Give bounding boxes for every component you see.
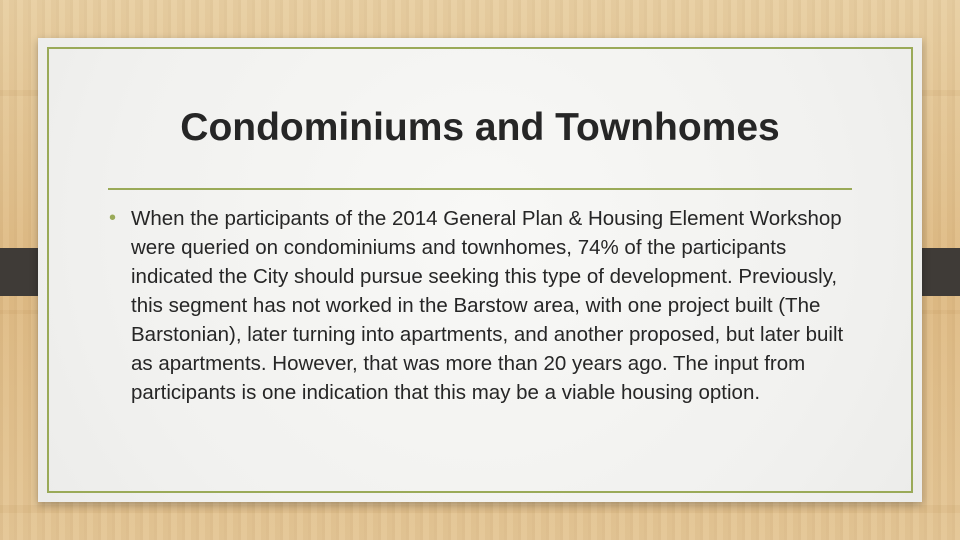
wood-grain (0, 505, 960, 513)
slide-title: Condominiums and Townhomes (180, 106, 780, 149)
bullet-text: When the participants of the 2014 General Plan & Housing Element Workshop were queried on condominiums and townhomes, 74% of the participants indicated the City should pursue seeking this type of development. Previously, this segment has not worked in the Barstow area, with one project built (The Barstonian), later turning into apartments, and another proposed, but later built as apartments. However, that was more than 20 years ago. The input from participants is one indication that this may be a viable housing option. (131, 207, 844, 404)
title-divider (108, 188, 852, 190)
slide-card (38, 38, 922, 502)
bullet-icon: • (109, 207, 117, 229)
bullet-item (111, 204, 856, 407)
